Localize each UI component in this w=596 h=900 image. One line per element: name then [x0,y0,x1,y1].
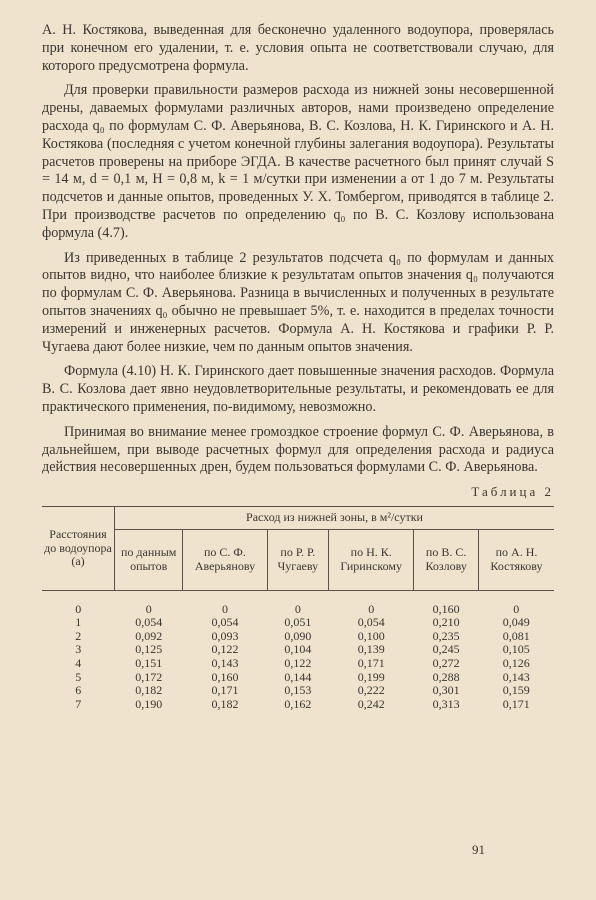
value-cell: 0,153 [284,683,312,698]
table-row [42,657,554,671]
value-cell: 0,222 [357,683,385,698]
value-cell: 0,301 [432,683,460,698]
paragraph-2: Для проверки правильности размеров расхода из нижней зоны несовершенной дрены, даваемых формулами различных авторов, нами произведено определение расхода q₀ по формулам С. Ф. Аверьянова, В. С. Козлова, Н. К. Гиринского и А. Н. Костякова (последняя с учетом конечной глубины залегания водоупора). Результаты расчетов проверены на приборе ЭГДА. В качестве расчетного был принят случай S = 14 м, d = 0,1 м, H = 0,8 м, k = 1 м/сутки при изменении a от 1 до 7 м. Результаты подсчетов и данные опытов, проведенных У. Х. Томбергом, приводятся в таблице 2. При производстве расчетов по определению q₀ по В. С. Козлову использована формула (4.7). [42,82,554,241]
table-row [42,643,554,657]
row-distance-cell: 1 [75,615,82,630]
table-row [42,590,554,616]
value-cell: 0,122 [284,656,312,671]
value-cell: 0,126 [502,656,530,671]
value-cell: 0,122 [211,642,239,657]
value-cell: 0 [221,601,228,616]
table-row [42,630,554,644]
value-cell: 0,159 [502,683,530,698]
paragraph-3: Из приведенных в таблице 2 результатов подсчета q₀ по формулам и данных опытов видно, что наиболее близкие к результатам опытов значения q₀ получаются по формулам С. Ф. Аверьянова. Разница в вычисленных и полученных в результате опытов значениях q₀ обычно не превышает 5%, т. е. находится в пределах точности измерений и инженерных расчетов. Формула А. Н. Костякова и графики Р. Р. Чугаева дают более низкие, чем по данным опытов значения. [42,249,554,355]
paragraph-4: Формула (4.10) Н. К. Гиринского дает повышенные значения расходов. Формула В. С. Козлова дает явно неудовлетворительные результаты, и рекомендовать ее для практического применения, по-видимому, невозможно. [42,363,554,415]
value-cell: 0,162 [284,696,312,711]
row-distance-cell: 2 [75,628,82,643]
value-cell: 0,245 [432,642,460,657]
value-cell: 0,151 [135,656,163,671]
table-row [42,698,554,712]
group-header: Расход из нижней зоны, в м²/сутки [115,507,555,530]
col-header-4: по В. С. Козлову [414,529,479,590]
value-cell: 0,171 [502,696,530,711]
table-body [42,590,554,711]
value-cell: 0,081 [502,628,530,643]
table-row [42,684,554,698]
value-cell: 0,160 [211,669,239,684]
value-cell: 0,054 [357,615,385,630]
value-cell: 0,288 [432,669,460,684]
value-cell: 0,272 [432,656,460,671]
value-cell: 0,242 [357,696,385,711]
value-cell: 0,171 [211,683,239,698]
col-header-3: по Н. К. Гиринскому [329,529,414,590]
value-cell: 0,090 [284,628,312,643]
value-cell: 0,182 [135,683,163,698]
value-cell: 0 [368,601,375,616]
value-cell: 0,104 [284,642,312,657]
value-cell: 0 [294,601,301,616]
page-number: 91 [472,842,485,857]
table-row [42,616,554,630]
value-cell: 0,235 [432,628,460,643]
value-cell: 0,125 [135,642,163,657]
value-cell: 0,172 [135,669,163,684]
col-header-2: по Р. Р. Чугаеву [267,529,329,590]
value-cell: 0,051 [284,615,312,630]
value-cell: 0 [145,601,152,616]
value-cell: 0,049 [502,615,530,630]
value-cell: 0,160 [432,601,460,616]
value-cell: 0,054 [135,615,163,630]
row-distance-cell: 5 [75,669,82,684]
value-cell: 0,139 [357,642,385,657]
row-distance-cell: 4 [75,656,82,671]
table-caption: Таблица 2 [471,484,554,500]
value-cell: 0,144 [284,669,312,684]
paragraph-1: А. Н. Костякова, выведенная для бесконечно удаленного водоупора, проверялась при конечном его удалении, т. е. условия опыта не соответствовали случаю, для которого предусмотрена формула. [42,22,554,74]
value-cell: 0,100 [357,628,385,643]
value-cell: 0,313 [432,696,460,711]
value-cell: 0,190 [135,696,163,711]
value-cell: 0,199 [357,669,385,684]
value-cell: 0,092 [135,628,163,643]
row-distance-cell: 7 [75,696,82,711]
value-cell: 0,210 [432,615,460,630]
value-cell: 0,105 [502,642,530,657]
row-distance-cell: 3 [75,642,82,657]
value-cell: 0,054 [211,615,239,630]
value-cell: 0,143 [502,669,530,684]
col-header-0: по данным опытов [115,529,183,590]
value-cell: 0 [513,601,520,616]
col-header-1: по С. Ф. Аверьянову [183,529,267,590]
data-table [42,506,554,711]
value-cell: 0,171 [357,656,385,671]
paragraph-5: Принимая во внимание менее громоздкое строение формул С. Ф. Аверьянова, в дальнейшем, при выводе расчетных формул для определения расхода и радиуса действия несовершенных дрен, будем пользоваться формулами С. Ф. Аверьянова. [42,423,554,476]
row-header: Расстояния до водоупора (a) [42,507,115,591]
row-distance-cell: 6 [75,683,82,698]
value-cell: 0,143 [211,656,239,671]
row-distance-cell: 0 [75,601,82,616]
col-header-5: по А. Н. Костякову [478,529,554,590]
value-cell: 0,182 [211,696,239,711]
value-cell: 0,093 [211,628,239,643]
table-row [42,671,554,685]
